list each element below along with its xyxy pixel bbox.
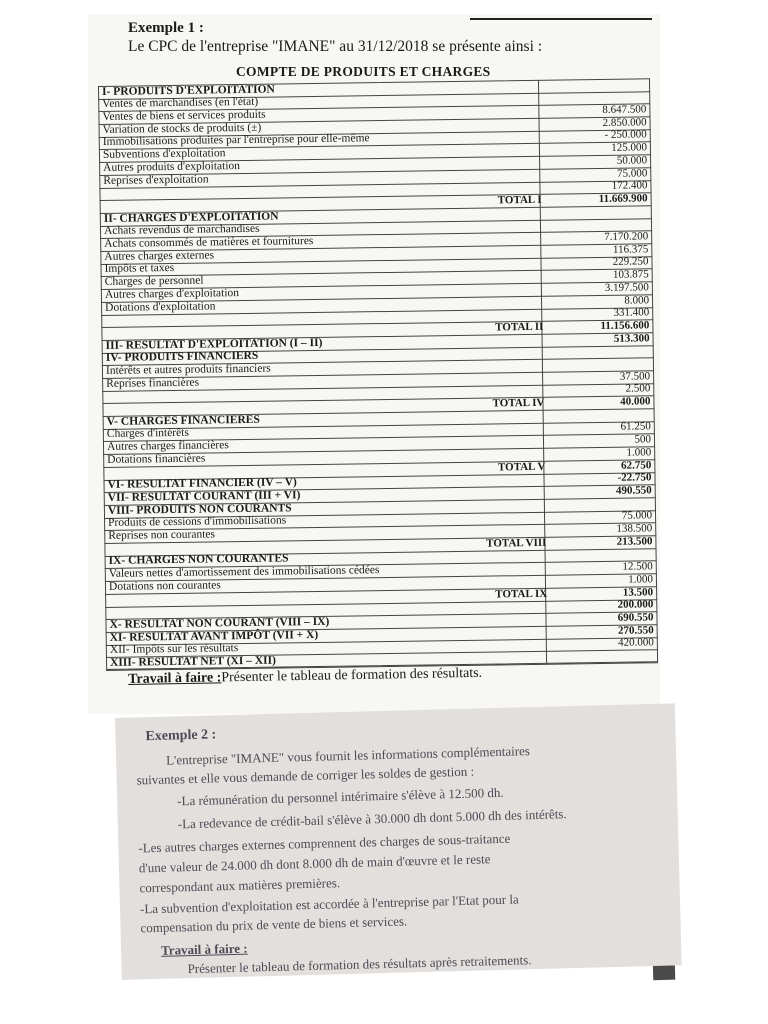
task-label: Travail à faire : <box>128 670 222 687</box>
row-label: Achats consommés de matières et fournitures <box>104 235 314 250</box>
row-value: 8.000 <box>624 293 650 307</box>
row-value: 172.400 <box>611 179 648 193</box>
row-label: Intérêts et autres produits financiers <box>105 362 271 377</box>
row-label: I- PRODUITS D'EXPLOITATION <box>101 83 275 98</box>
row-label: IX- CHARGES NON COURANTES <box>108 552 289 568</box>
row-value: 103.875 <box>612 268 649 281</box>
row-label: Dotations non courantes <box>108 579 221 593</box>
row-value: 12.500 <box>622 560 653 573</box>
row-value: 13.500 <box>622 585 654 599</box>
row-value: 8.647.500 <box>602 103 647 117</box>
row-label: III- RESULTAT D'EXPLOITATION (I – II) <box>105 336 323 352</box>
row-label: Produits de cessions d'immobilisations <box>108 514 287 530</box>
row-label: Impôts et taxes <box>104 262 175 276</box>
row-label: Valeurs nettes d'amortissement des immobilisations cédées <box>108 564 380 581</box>
example2-task-text: Présenter le tableau de formation des résultats après retraitements. <box>187 952 532 977</box>
example2-task-label: Travail à faire : <box>160 940 248 958</box>
row-value: 50.000 <box>616 154 648 167</box>
row-label: XIII- RESULTAT NET (XI – XII) <box>109 654 276 669</box>
row-value: 270.550 <box>617 623 654 637</box>
row-label: Autres charges financières <box>106 439 229 454</box>
example2-line: -La subvention d'exploitation est accordée à l'entreprise par l'Etat pour la <box>139 891 519 917</box>
row-value: 690.550 <box>617 611 654 624</box>
example2-sheet <box>115 703 682 980</box>
row-label: VII- RESULTAT COURANT (III + VI) <box>107 489 301 504</box>
example2-line: compensation du prix de vente de biens et services. <box>140 913 408 936</box>
example1-title: Exemple 1 : <box>128 20 204 36</box>
row-label: Reprises financières <box>106 376 200 390</box>
example2-title: Exemple 2 : <box>145 727 217 745</box>
row-label: Dotations d'exploitation <box>105 299 216 314</box>
example2-line: -La rémunération du personnel intérimaire s'élève à 12.500 dh. <box>176 784 504 809</box>
row-value: 1.000 <box>626 446 652 459</box>
row-label: Variation de stocks de produits (±) <box>102 121 262 136</box>
example2-line: L'entreprise "IMANE" vous fournit les informations complémentaires <box>165 743 531 768</box>
example2-line: correspondant aux matières premières. <box>139 875 341 896</box>
example1-intro: Le CPC de l'entreprise "IMANE" au 31/12/2018 se présente ainsi : <box>128 38 543 55</box>
row-total-label: TOTAL II <box>495 320 544 334</box>
row-value: 3.197.500 <box>604 281 649 294</box>
row-label: Reprises non courantes <box>108 528 216 542</box>
row-label: XII- Impôts sur les résultats <box>109 642 239 657</box>
row-label: Autres charges d'exploitation <box>104 286 240 301</box>
row-value: 229.250 <box>612 255 649 269</box>
task-text: Présenter le tableau de formation des résultats. <box>221 665 483 686</box>
row-label: Reprises d'exploitation <box>103 173 209 187</box>
example2-task <box>161 941 248 959</box>
example2-line: d'une valeur de 24.000 dh dont 8.000 dh de main d'œuvre et le reste <box>138 851 491 876</box>
example2-line: suivantes et elle vous demande de corriger les soldes de gestion : <box>136 763 475 788</box>
row-value: 75.000 <box>621 509 653 523</box>
row-value: 7.170.200 <box>604 230 649 243</box>
cpc-table <box>98 78 658 670</box>
row-label: Autres charges externes <box>104 249 215 263</box>
row-label: IV- PRODUITS FINANCIERS <box>105 350 259 365</box>
row-value: 61.250 <box>620 420 651 434</box>
row-label: Immobilisations produites par l'entreprise pour elle-même <box>102 132 370 149</box>
row-value: 2.500 <box>625 382 651 396</box>
row-value: 62.750 <box>621 458 652 472</box>
row-label: Dotations financières <box>107 452 206 466</box>
row-value: 11.669.900 <box>598 192 648 205</box>
row-value: 125.000 <box>611 141 647 154</box>
row-value: -22.750 <box>617 471 652 485</box>
example2-line: -La redevance de crédit-bail s'élève à 30.000 dh dont 5.000 dh des intérêts. <box>177 806 567 832</box>
row-value: 420.000 <box>617 636 654 650</box>
row-label: Subventions d'exploitation <box>102 147 226 162</box>
example2-line: -Les autres charges externes comprennent des charges de sous-traitance <box>138 830 511 856</box>
row-label: II- CHARGES D'EXPLOITATION <box>103 210 279 225</box>
row-label: Achats revendus de marchandises <box>103 223 260 238</box>
row-total-label: TOTAL IX <box>495 587 548 601</box>
header-rule <box>470 18 652 20</box>
row-label: VIII- PRODUITS NON COURANTS <box>107 501 292 517</box>
row-label: VI- RESULTAT FINANCIER (IV – V) <box>107 476 297 492</box>
row-value: - 250.000 <box>604 128 647 142</box>
row-label: V- CHARGES FINANCIERES <box>106 413 260 428</box>
row-label: X- RESULTAT NON COURANT (VIII – IX) <box>109 615 330 631</box>
row-value: 513.300 <box>613 331 650 345</box>
table-title: COMPTE DE PRODUITS ET CHARGES <box>236 64 491 79</box>
row-value: 490.550 <box>615 484 652 497</box>
row-label: Charges de personnel <box>104 274 204 289</box>
row-value: 116.375 <box>612 243 649 256</box>
row-value: 138.500 <box>616 522 653 535</box>
row-label: XI- RESULTAT AVANT IMPÔT (VII + X) <box>109 628 319 644</box>
row-total-label: TOTAL IV <box>492 396 545 410</box>
row-value: 1.000 <box>628 573 654 586</box>
row-value: 213.500 <box>616 535 653 548</box>
row-label: Autres produits d'exploitation <box>103 159 241 174</box>
row-value: 2.850.000 <box>602 116 647 129</box>
row-total-label: TOTAL V <box>497 460 546 473</box>
row-total-label: TOTAL I <box>497 193 542 207</box>
row-value: 37.500 <box>619 370 651 383</box>
row-label: Ventes de marchandises (en l'état) <box>102 96 259 111</box>
row-value: 200.000 <box>617 598 654 611</box>
row-label: Ventes de biens et services produits <box>102 108 266 124</box>
row-value: 331.400 <box>613 306 650 320</box>
row-value: 40.000 <box>620 395 651 408</box>
row-label: Charges d'intérêts <box>106 427 189 441</box>
row-total-label: TOTAL VIII <box>486 536 547 550</box>
row-value: 11.156.600 <box>600 319 650 332</box>
row-value: 75.000 <box>616 166 648 180</box>
row-value: 500 <box>634 433 652 446</box>
